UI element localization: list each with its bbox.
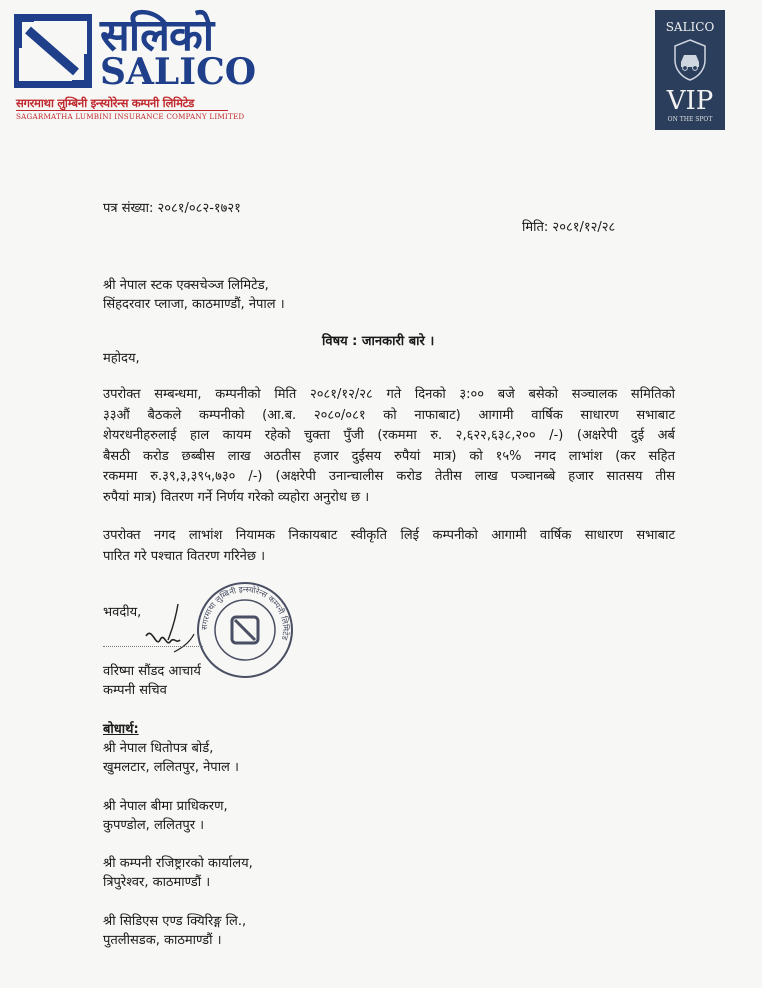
logo-name-latin: SALICO bbox=[100, 51, 257, 93]
reference-number: पत्र संख्या: २०८१/०८२-१७२१ bbox=[103, 201, 241, 216]
closing: भवदीय, bbox=[103, 605, 142, 620]
company-name-devanagari: सगरमाथा लुम्बिनी इन्स्योरेन्स कम्पनी लिमिटेड bbox=[16, 96, 195, 110]
vip-badge-title: VIP bbox=[666, 86, 714, 116]
cc-item-2-line1: श्री नेपाल बीमा प्राधिकरण, bbox=[103, 799, 228, 814]
letter-subject: विषय : जानकारी बारे । bbox=[322, 334, 435, 349]
cc-item-2-line2: कुपण्डोल, ललितपुर । bbox=[103, 818, 205, 833]
paragraph-line: रुपैयां मात्र) वितरण गर्ने निर्णय गरेको व्यहोरा अनुरोध छ । bbox=[103, 489, 370, 505]
logo-name-devanagari: सलिको bbox=[100, 10, 214, 61]
body-paragraph-1 bbox=[103, 385, 675, 508]
cc-heading: बोधार्थ: bbox=[103, 722, 139, 737]
cc-item-3-line2: त्रिपुरेश्वर, काठमाण्डौं । bbox=[103, 875, 211, 890]
paragraph-line: शेयरधनीहरुलाई हाल कायम रहेको चुक्ता पुँजी (रकममा रु. २,६२२,६३८,२०० /-) (अक्षरेपी दुई अर्ब bbox=[103, 428, 675, 443]
paragraph-line: बैसठी करोड छब्बीस लाख अठतीस हजार दुईसय रुपैयां मात्र) को १५% नगद लाभांश (कर सहित bbox=[103, 448, 675, 464]
paragraph-line: उपरोक्त नगद लाभांश नियामक निकायबाट स्वीकृति लिई कम्पनीको आगामी वार्षिक साधारण सभाबाट bbox=[103, 528, 675, 543]
signature-line bbox=[103, 646, 203, 647]
paragraph-line: रकममा रु.३९,३,३९५,७३० /-) (अक्षरेपी उनान्चालीस करोड तेतीस लाख पञ्चानब्बे हजार सातसय तीस bbox=[103, 469, 675, 484]
cc-item-1-line2: खुमलटार, ललितपुर, नेपाल । bbox=[103, 760, 239, 775]
vip-badge bbox=[655, 10, 725, 130]
vip-badge-brand: SALICO bbox=[665, 20, 715, 34]
seal-text: सगरमाथा लुम्बिनी इन्स्योरेन्स कम्पनी लिमिटेड bbox=[199, 584, 291, 641]
signer-name: वरिष्मा सौंडद आचार्य bbox=[103, 664, 201, 679]
paragraph-line: पारित गरे पश्चात वितरण गरिनेछ । bbox=[103, 548, 266, 564]
paragraph-line: ३३औं बैठकले कम्पनीको (आ.ब. २०८०/०८१ को नाफाबाट) आगामी वार्षिक साधारण सभाबाट bbox=[103, 407, 675, 423]
cc-item-3-line1: श्री कम्पनी रजिष्ट्रारको कार्यालय, bbox=[103, 856, 253, 871]
paragraph-line: उपरोक्त सम्बन्धमा, कम्पनीको मिति २०८१/१२/२८ गते दिनको ३:०० बजे बसेको सञ्चालक समितिको bbox=[103, 387, 675, 402]
signer-designation: कम्पनी सचिव bbox=[103, 683, 167, 698]
cc-item-4-line2: पुतलीसडक, काठमाण्डौं । bbox=[103, 933, 222, 948]
vip-badge-tagline: ON THE SPOT bbox=[667, 116, 713, 123]
company-name-english: SAGARMATHA LUMBINI INSURANCE COMPANY LIMITED bbox=[16, 112, 245, 121]
company-logo bbox=[14, 10, 257, 126]
logo-divider bbox=[16, 110, 228, 111]
salico-logo-icon bbox=[14, 14, 94, 88]
recipient-address: सिंहदरवार प्लाजा, काठमाण्डौं, नेपाल । bbox=[103, 297, 285, 312]
body-paragraph-2 bbox=[103, 526, 675, 567]
recipient-name: श्री नेपाल स्टक एक्सचेञ्ज लिमिटेड, bbox=[103, 278, 269, 293]
cc-item-4-line1: श्री सिडिएस एण्ड क्यिरिङ्ग लि., bbox=[103, 914, 247, 929]
letter-date: मिति: २०८१/१२/२८ bbox=[522, 220, 616, 235]
shield-car-icon bbox=[672, 38, 708, 82]
cc-item-1-line1: श्री नेपाल धितोपत्र बोर्ड, bbox=[103, 741, 214, 756]
salutation: महोदय, bbox=[103, 351, 140, 366]
